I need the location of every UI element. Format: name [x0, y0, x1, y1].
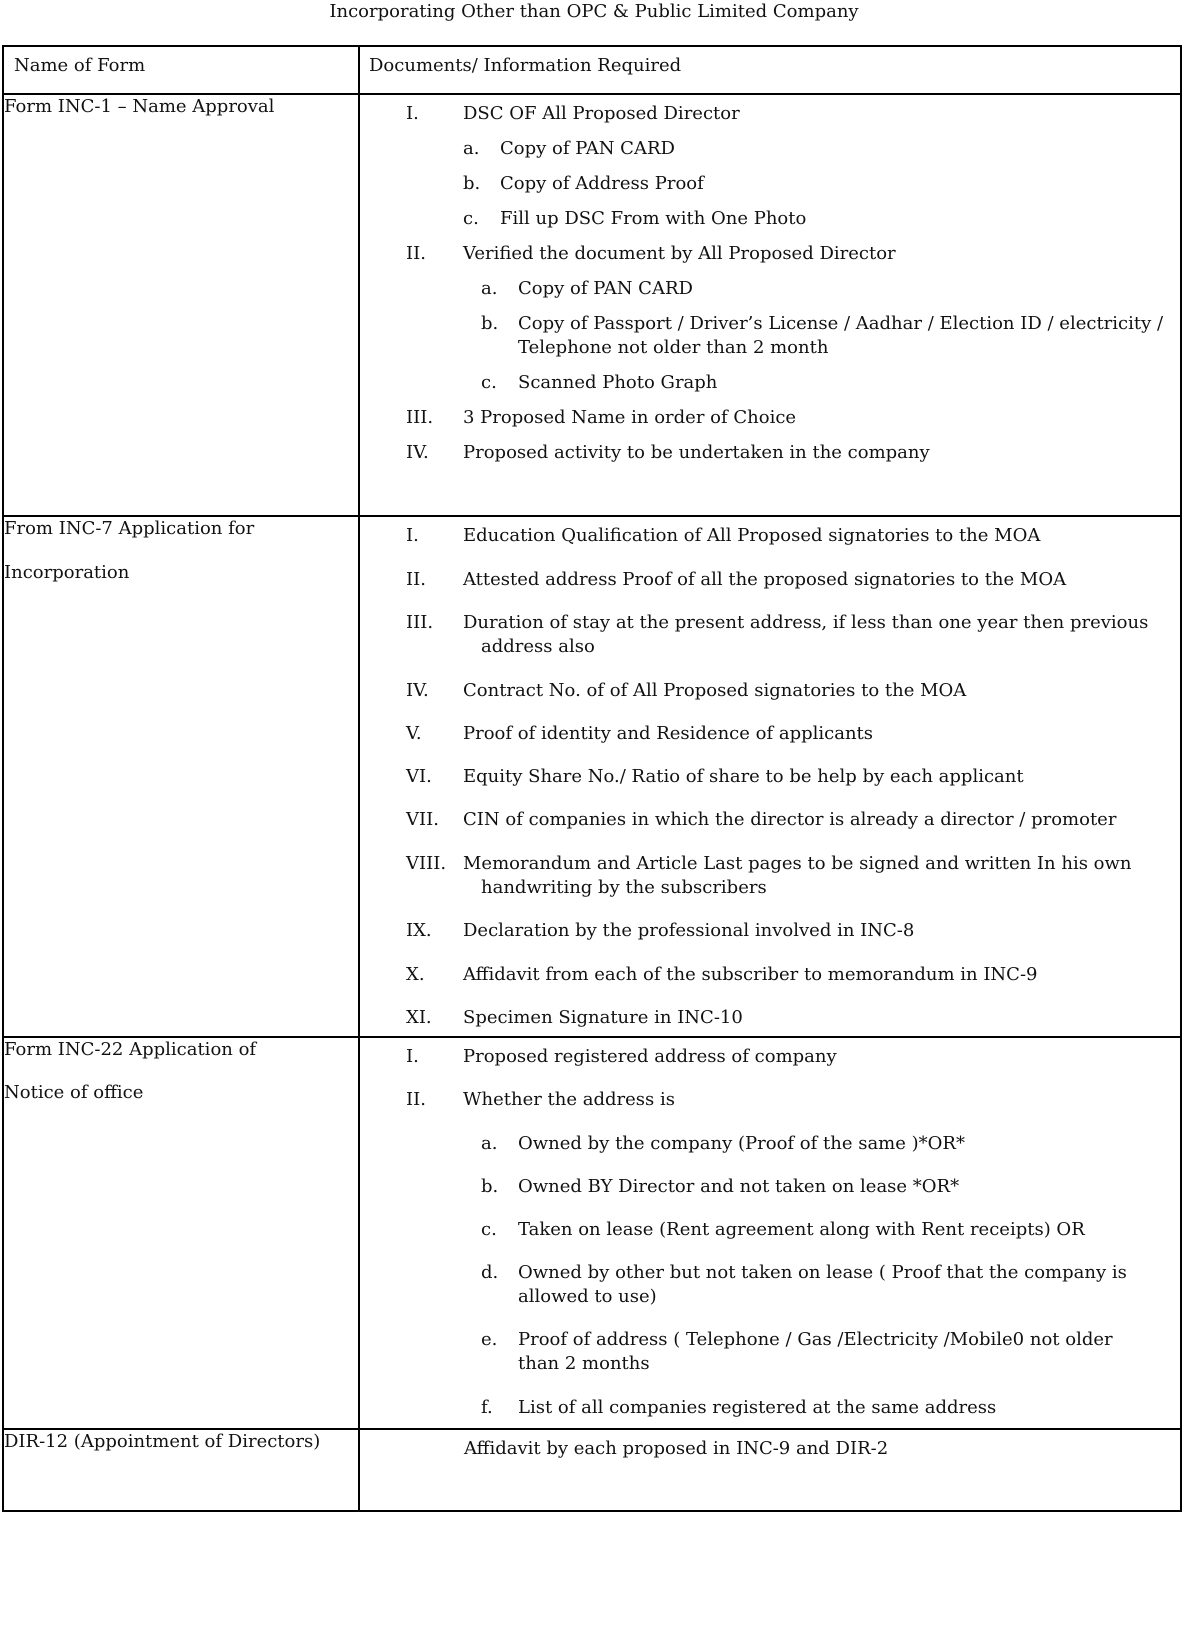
item-number: VI. — [406, 766, 432, 787]
sub-text: Taken on lease (Rent agreement along with Rent receipts) OR — [518, 1219, 1085, 1240]
sub-item — [360, 137, 1180, 161]
sub-text: Owned by the company (Proof of the same )*OR* — [518, 1133, 965, 1154]
table-row — [3, 94, 1181, 516]
item-number: III. — [406, 612, 434, 633]
item-text: Verified the document by All Proposed Director — [463, 243, 896, 264]
sub-text: Owned by other but not taken on lease ( Proof that the company is — [518, 1262, 1127, 1283]
item-number: I. — [406, 525, 419, 546]
item-number: IV. — [406, 442, 429, 463]
sub-letter: b. — [481, 1176, 499, 1197]
item-text: Proof of identity and Residence of applicants — [463, 723, 874, 744]
item-number: I. — [406, 103, 419, 124]
form-name: Form INC-22 Application of — [4, 1039, 257, 1060]
sub-item — [360, 1261, 1180, 1309]
sub-text: Copy of PAN CARD — [518, 278, 693, 299]
sub-letter: c. — [481, 372, 497, 393]
list-item — [360, 406, 1180, 430]
list-item — [360, 568, 1180, 592]
header-form-label: Name of Form — [14, 55, 146, 76]
form-name-cell — [3, 1037, 359, 1429]
item-text: Equity Share No./ Ratio of share to be help by each applicant — [463, 766, 1024, 787]
list-item — [360, 722, 1180, 746]
sub-item — [360, 1218, 1180, 1242]
sub-item — [360, 277, 1180, 301]
list-item — [360, 679, 1180, 703]
item-text-continued: handwriting by the subscribers — [481, 877, 767, 898]
item-text: Contract No. of of All Proposed signatories to the MOA — [463, 680, 967, 701]
item-number: II. — [406, 569, 426, 590]
item-text: Education Qualification of All Proposed signatories to the MOA — [463, 525, 1041, 546]
table-header-row — [3, 46, 1181, 94]
sub-item — [360, 207, 1180, 231]
item-number: X. — [406, 964, 425, 985]
list-item — [360, 852, 1180, 900]
item-number: VIII. — [406, 853, 447, 874]
sub-letter: d. — [481, 1262, 499, 1283]
forms-table — [2, 45, 1182, 1512]
list-item — [360, 963, 1180, 987]
sub-text: Owned BY Director and not taken on lease *OR* — [518, 1176, 960, 1197]
form-name-continued: Notice of office — [4, 1082, 144, 1103]
form-name: Form INC-1 – Name Approval — [4, 96, 275, 117]
form-name-continued: Incorporation — [4, 562, 130, 583]
sub-letter: a. — [481, 1133, 498, 1154]
sub-letter: c. — [481, 1219, 497, 1240]
sub-text-continued: than 2 months — [518, 1353, 650, 1374]
table-row — [3, 1429, 1181, 1511]
item-text-continued: address also — [481, 636, 595, 657]
sub-text: Copy of Passport / Driver’s License / Aadhar / Election ID / electricity / — [518, 313, 1164, 334]
sub-text: Fill up DSC From with One Photo — [500, 208, 807, 229]
item-text: Proposed registered address of company — [463, 1046, 837, 1067]
item-text: Memorandum and Article Last pages to be signed and written In his own — [463, 853, 1132, 874]
header-docs-label: Documents/ Information Required — [369, 55, 682, 76]
sub-text-continued: allowed to use) — [518, 1286, 657, 1307]
item-text: Affidavit from each of the subscriber to memorandum in INC-9 — [463, 964, 1038, 985]
item-text: Proposed activity to be undertaken in the company — [463, 442, 930, 463]
sub-letter: b. — [463, 173, 481, 194]
item-number: VII. — [406, 809, 439, 830]
list-item — [360, 808, 1180, 832]
item-text: CIN of companies in which the director is already a director / promoter — [463, 809, 1117, 830]
form-name-cell — [3, 1429, 359, 1511]
item-text: Affidavit by each proposed in INC-9 and DIR-2 — [464, 1438, 889, 1459]
sub-letter: f. — [481, 1397, 493, 1418]
header-docs-cell — [359, 46, 1181, 94]
sub-letter: a. — [463, 138, 480, 159]
sub-item — [360, 1328, 1180, 1376]
sub-item — [360, 312, 1180, 360]
item-number: IV. — [406, 680, 429, 701]
item-text: Attested address Proof of all the proposed signatories to the MOA — [463, 569, 1067, 590]
sub-text: Copy of Address Proof — [500, 173, 704, 194]
form-name-cell — [3, 516, 359, 1037]
item-text: Duration of stay at the present address, if less than one year then previous — [463, 612, 1149, 633]
list-item — [360, 919, 1180, 943]
form-name: DIR-12 (Appointment of Directors) — [4, 1431, 321, 1452]
docs-cell — [359, 1037, 1181, 1429]
item-number: V. — [406, 723, 422, 744]
item-text: Specimen Signature in INC-10 — [463, 1007, 743, 1028]
list-item — [360, 1088, 1180, 1112]
item-text: DSC OF All Proposed Director — [463, 103, 740, 124]
list-item — [360, 102, 1180, 126]
list-item — [360, 611, 1180, 659]
sub-letter: b. — [481, 313, 499, 334]
item-number: IX. — [406, 920, 432, 941]
form-name-cell — [3, 94, 359, 516]
item-text: Declaration by the professional involved in INC-8 — [463, 920, 915, 941]
sub-text: Copy of PAN CARD — [500, 138, 675, 159]
document-title: Incorporating Other than OPC & Public Limited Company — [329, 1, 859, 22]
sub-text: Scanned Photo Graph — [518, 372, 718, 393]
sub-text: List of all companies registered at the same address — [518, 1397, 997, 1418]
table-row — [3, 1037, 1181, 1429]
list-item — [360, 524, 1180, 548]
item-text: Whether the address is — [463, 1089, 675, 1110]
docs-cell — [359, 1429, 1181, 1511]
sub-item — [360, 1132, 1180, 1156]
list-item — [360, 1006, 1180, 1030]
item-number: XI. — [406, 1007, 432, 1028]
sub-letter: a. — [481, 278, 498, 299]
sub-item — [360, 1396, 1180, 1420]
sub-text-continued: Telephone not older than 2 month — [518, 337, 829, 358]
docs-cell — [359, 516, 1181, 1037]
sub-text: Proof of address ( Telephone / Gas /Electricity /Mobile0 not older — [518, 1329, 1113, 1350]
list-item — [360, 242, 1180, 266]
item-number: III. — [406, 407, 434, 428]
docs-cell — [359, 94, 1181, 516]
sub-item — [360, 172, 1180, 196]
sub-letter: c. — [463, 208, 479, 229]
list-item — [360, 765, 1180, 789]
item-text: 3 Proposed Name in order of Choice — [463, 407, 797, 428]
sub-letter: e. — [481, 1329, 498, 1350]
sub-item — [360, 1175, 1180, 1199]
header-form-cell — [3, 46, 359, 94]
item-number: I. — [406, 1046, 419, 1067]
item-number: II. — [406, 1089, 426, 1110]
list-item — [360, 441, 1180, 465]
sub-item — [360, 371, 1180, 395]
list-item — [360, 1045, 1180, 1069]
form-name: From INC-7 Application for — [4, 518, 255, 539]
item-number: II. — [406, 243, 426, 264]
table-row — [3, 516, 1181, 1037]
